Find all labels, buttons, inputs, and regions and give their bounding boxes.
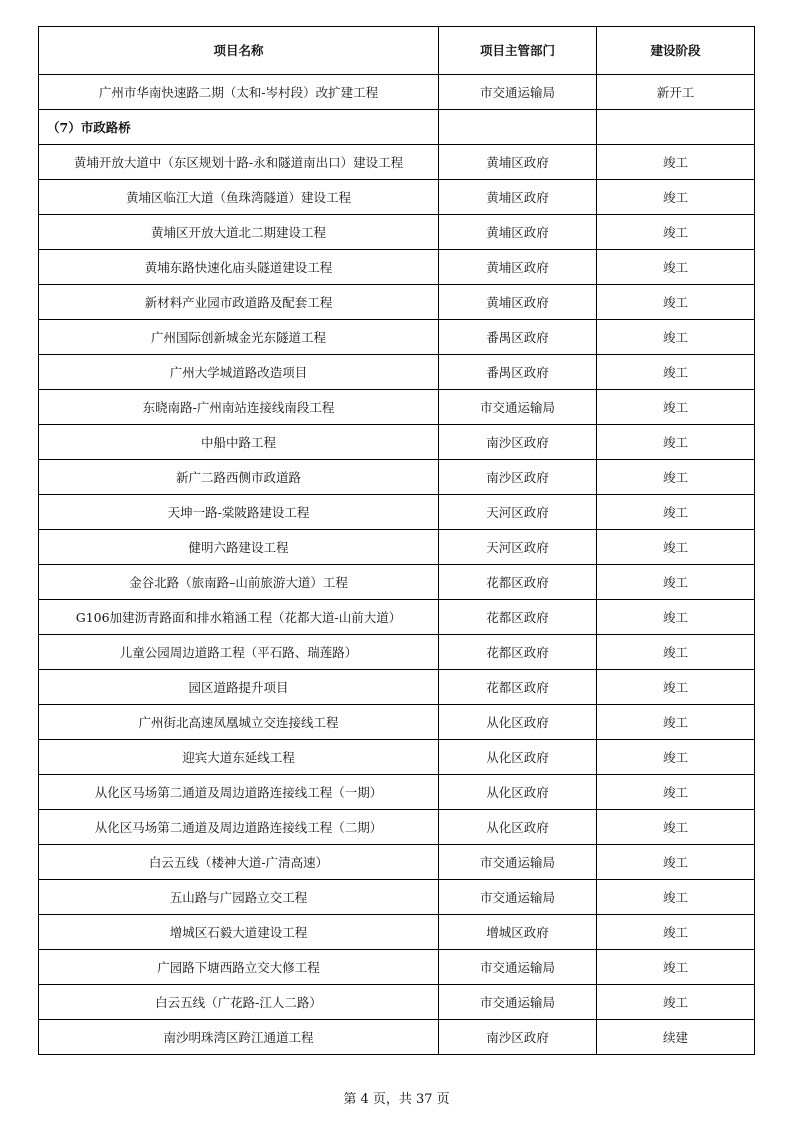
stage-cell: 竣工 — [597, 145, 755, 180]
stage-cell: 竣工 — [597, 775, 755, 810]
project-name-cell: 黄埔区临江大道（鱼珠湾隧道）建设工程 — [39, 180, 439, 215]
stage-cell: 竣工 — [597, 460, 755, 495]
project-name-cell: 新材料产业园市政道路及配套工程 — [39, 285, 439, 320]
project-name-cell: 天坤一路-棠陂路建设工程 — [39, 495, 439, 530]
project-name-cell: 黄埔东路快速化庙头隧道建设工程 — [39, 250, 439, 285]
stage-cell: 竣工 — [597, 950, 755, 985]
header-project-name: 项目名称 — [39, 27, 439, 75]
stage-cell: 竣工 — [597, 810, 755, 845]
project-name-cell: 新广二路西侧市政道路 — [39, 460, 439, 495]
table-row — [39, 1020, 755, 1055]
table-row — [39, 145, 755, 180]
project-name-cell: 广州大学城道路改造项目 — [39, 355, 439, 390]
stage-cell: 竣工 — [597, 880, 755, 915]
table-row — [39, 845, 755, 880]
stage-cell: 竣工 — [597, 705, 755, 740]
empty-cell — [439, 110, 597, 145]
project-name-cell: 东晓南路-广州南站连接线南段工程 — [39, 390, 439, 425]
table-row — [39, 355, 755, 390]
stage-cell: 竣工 — [597, 495, 755, 530]
project-name-cell: 从化区马场第二通道及周边道路连接线工程（一期） — [39, 775, 439, 810]
stage-cell: 新开工 — [597, 75, 755, 110]
department-cell: 市交通运输局 — [439, 75, 597, 110]
department-cell: 增城区政府 — [439, 915, 597, 950]
department-cell: 南沙区政府 — [439, 460, 597, 495]
table-row — [39, 635, 755, 670]
department-cell: 黄埔区政府 — [439, 145, 597, 180]
stage-cell: 竣工 — [597, 250, 755, 285]
department-cell: 黄埔区政府 — [439, 180, 597, 215]
table-row — [39, 390, 755, 425]
project-name-cell: 健明六路建设工程 — [39, 530, 439, 565]
stage-cell: 竣工 — [597, 215, 755, 250]
project-name-cell: 黄埔区开放大道北二期建设工程 — [39, 215, 439, 250]
table-row — [39, 285, 755, 320]
project-name-cell: 广州市华南快速路二期（太和-岑村段）改扩建工程 — [39, 75, 439, 110]
table-row — [39, 740, 755, 775]
section-row — [39, 110, 755, 145]
stage-cell: 竣工 — [597, 740, 755, 775]
stage-cell: 竣工 — [597, 845, 755, 880]
project-name-cell: 五山路与广园路立交工程 — [39, 880, 439, 915]
department-cell: 黄埔区政府 — [439, 215, 597, 250]
project-name-cell: 金谷北路（旅南路–山前旅游大道）工程 — [39, 565, 439, 600]
project-name-cell: 从化区马场第二通道及周边道路连接线工程（二期） — [39, 810, 439, 845]
department-cell: 花都区政府 — [439, 600, 597, 635]
table-row — [39, 775, 755, 810]
stage-cell: 竣工 — [597, 180, 755, 215]
stage-cell: 竣工 — [597, 985, 755, 1020]
stage-cell: 竣工 — [597, 355, 755, 390]
department-cell: 市交通运输局 — [439, 390, 597, 425]
project-name-cell: 儿童公园周边道路工程（平石路、瑞莲路） — [39, 635, 439, 670]
table-row — [39, 320, 755, 355]
table-row — [39, 705, 755, 740]
department-cell: 南沙区政府 — [439, 1020, 597, 1055]
table-row — [39, 950, 755, 985]
department-cell: 天河区政府 — [439, 495, 597, 530]
stage-cell: 续建 — [597, 1020, 755, 1055]
table-header-row — [39, 27, 755, 75]
table-row — [39, 600, 755, 635]
stage-cell: 竣工 — [597, 670, 755, 705]
table-row — [39, 565, 755, 600]
project-name-cell: 广州街北高速凤凰城立交连接线工程 — [39, 705, 439, 740]
department-cell: 市交通运输局 — [439, 950, 597, 985]
table-row — [39, 75, 755, 110]
header-department: 项目主管部门 — [439, 27, 597, 75]
department-cell: 黄埔区政府 — [439, 250, 597, 285]
department-cell: 南沙区政府 — [439, 425, 597, 460]
project-name-cell: 南沙明珠湾区跨江通道工程 — [39, 1020, 439, 1055]
table-row — [39, 880, 755, 915]
department-cell: 从化区政府 — [439, 705, 597, 740]
table-row — [39, 530, 755, 565]
stage-cell: 竣工 — [597, 320, 755, 355]
project-name-cell: 黄埔开放大道中（东区规划十路-永和隧道南出口）建设工程 — [39, 145, 439, 180]
stage-cell: 竣工 — [597, 285, 755, 320]
stage-cell: 竣工 — [597, 425, 755, 460]
table-row — [39, 670, 755, 705]
stage-cell: 竣工 — [597, 565, 755, 600]
department-cell: 从化区政府 — [439, 740, 597, 775]
table-row — [39, 180, 755, 215]
table-row — [39, 810, 755, 845]
department-cell: 花都区政府 — [439, 565, 597, 600]
department-cell: 番禺区政府 — [439, 355, 597, 390]
department-cell: 天河区政府 — [439, 530, 597, 565]
table-row — [39, 985, 755, 1020]
stage-cell: 竣工 — [597, 600, 755, 635]
project-name-cell: G106加建沥青路面和排水箱涵工程（花都大道-山前大道） — [39, 600, 439, 635]
project-table — [38, 26, 755, 1055]
project-name-cell: 园区道路提升项目 — [39, 670, 439, 705]
department-cell: 市交通运输局 — [439, 985, 597, 1020]
table-row — [39, 250, 755, 285]
table-row — [39, 495, 755, 530]
department-cell: 黄埔区政府 — [439, 285, 597, 320]
page-footer: 第 4 页，共 37 页 — [343, 1092, 450, 1107]
table-row — [39, 460, 755, 495]
department-cell: 花都区政府 — [439, 635, 597, 670]
empty-cell — [597, 110, 755, 145]
project-name-cell: 白云五线（楼神大道-广清高速） — [39, 845, 439, 880]
project-name-cell: 广州国际创新城金光东隧道工程 — [39, 320, 439, 355]
table-row — [39, 425, 755, 460]
header-stage: 建设阶段 — [597, 27, 755, 75]
project-name-cell: 迎宾大道东延线工程 — [39, 740, 439, 775]
stage-cell: 竣工 — [597, 530, 755, 565]
department-cell: 市交通运输局 — [439, 845, 597, 880]
stage-cell: 竣工 — [597, 390, 755, 425]
stage-cell: 竣工 — [597, 635, 755, 670]
department-cell: 市交通运输局 — [439, 880, 597, 915]
project-name-cell: 广园路下塘西路立交大修工程 — [39, 950, 439, 985]
project-name-cell: 中船中路工程 — [39, 425, 439, 460]
department-cell: 从化区政府 — [439, 775, 597, 810]
section-title: （7）市政路桥 — [39, 110, 439, 145]
table-row — [39, 915, 755, 950]
project-name-cell: 白云五线（广花路-江人二路） — [39, 985, 439, 1020]
department-cell: 番禺区政府 — [439, 320, 597, 355]
stage-cell: 竣工 — [597, 915, 755, 950]
project-name-cell: 增城区石毅大道建设工程 — [39, 915, 439, 950]
department-cell: 花都区政府 — [439, 670, 597, 705]
table-row — [39, 215, 755, 250]
department-cell: 从化区政府 — [439, 810, 597, 845]
